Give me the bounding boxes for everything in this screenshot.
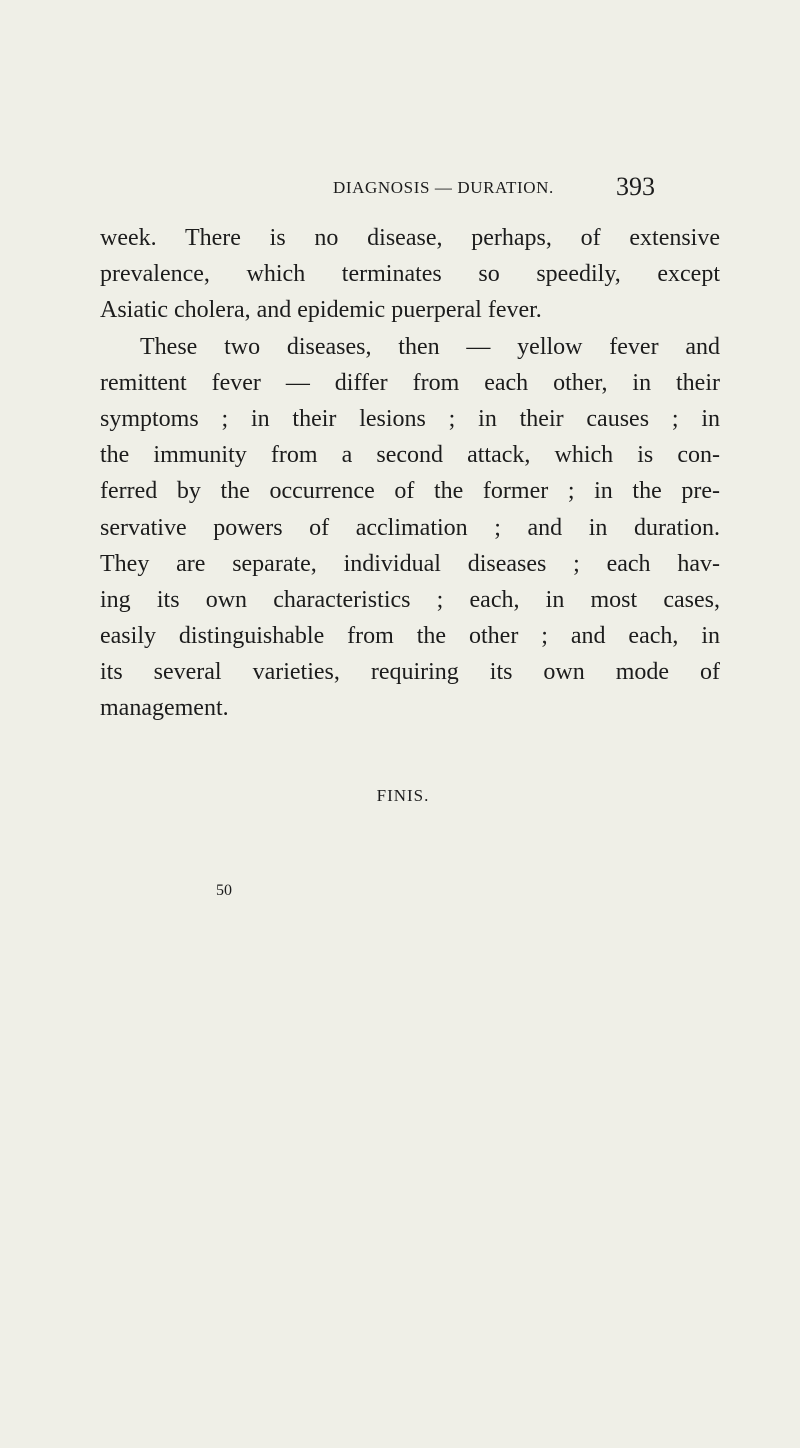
text-line: Asiatic cholera, and epidemic puerperal fever. <box>100 297 542 324</box>
text-line: the immunity from a second attack, which is con- <box>100 442 720 469</box>
text-line: servative powers of acclimation ; and in duration. <box>100 514 720 541</box>
signature-mark: 50 <box>216 882 232 899</box>
text-line: easily distinguishable from the other ; and each, in <box>100 623 720 650</box>
text-line: ferred by the occurrence of the former ; in the pre- <box>100 478 720 505</box>
page-number: 393 <box>616 172 655 201</box>
running-head <box>0 172 800 206</box>
text-line: These two diseases, then — yellow fever and <box>140 333 720 360</box>
running-title: DIAGNOSIS — DURATION. <box>333 178 554 197</box>
text-line: symptoms ; in their lesions ; in their causes ; in <box>100 405 720 432</box>
text-line: remittent fever — differ from each other, in their <box>100 369 720 396</box>
text-line: its several varieties, requiring its own mode of <box>100 659 720 686</box>
text-line: prevalence, which terminates so speedily, except <box>100 261 720 288</box>
text-line: week. There is no disease, perhaps, of extensive <box>100 225 720 251</box>
text-line: management. <box>100 695 229 722</box>
text-line: They are separate, individual diseases ; each hav- <box>100 550 720 577</box>
text-line: ing its own characteristics ; each, in most cases, <box>100 586 720 613</box>
body-paragraphs <box>100 220 720 727</box>
finis-label: FINIS. <box>376 786 430 805</box>
